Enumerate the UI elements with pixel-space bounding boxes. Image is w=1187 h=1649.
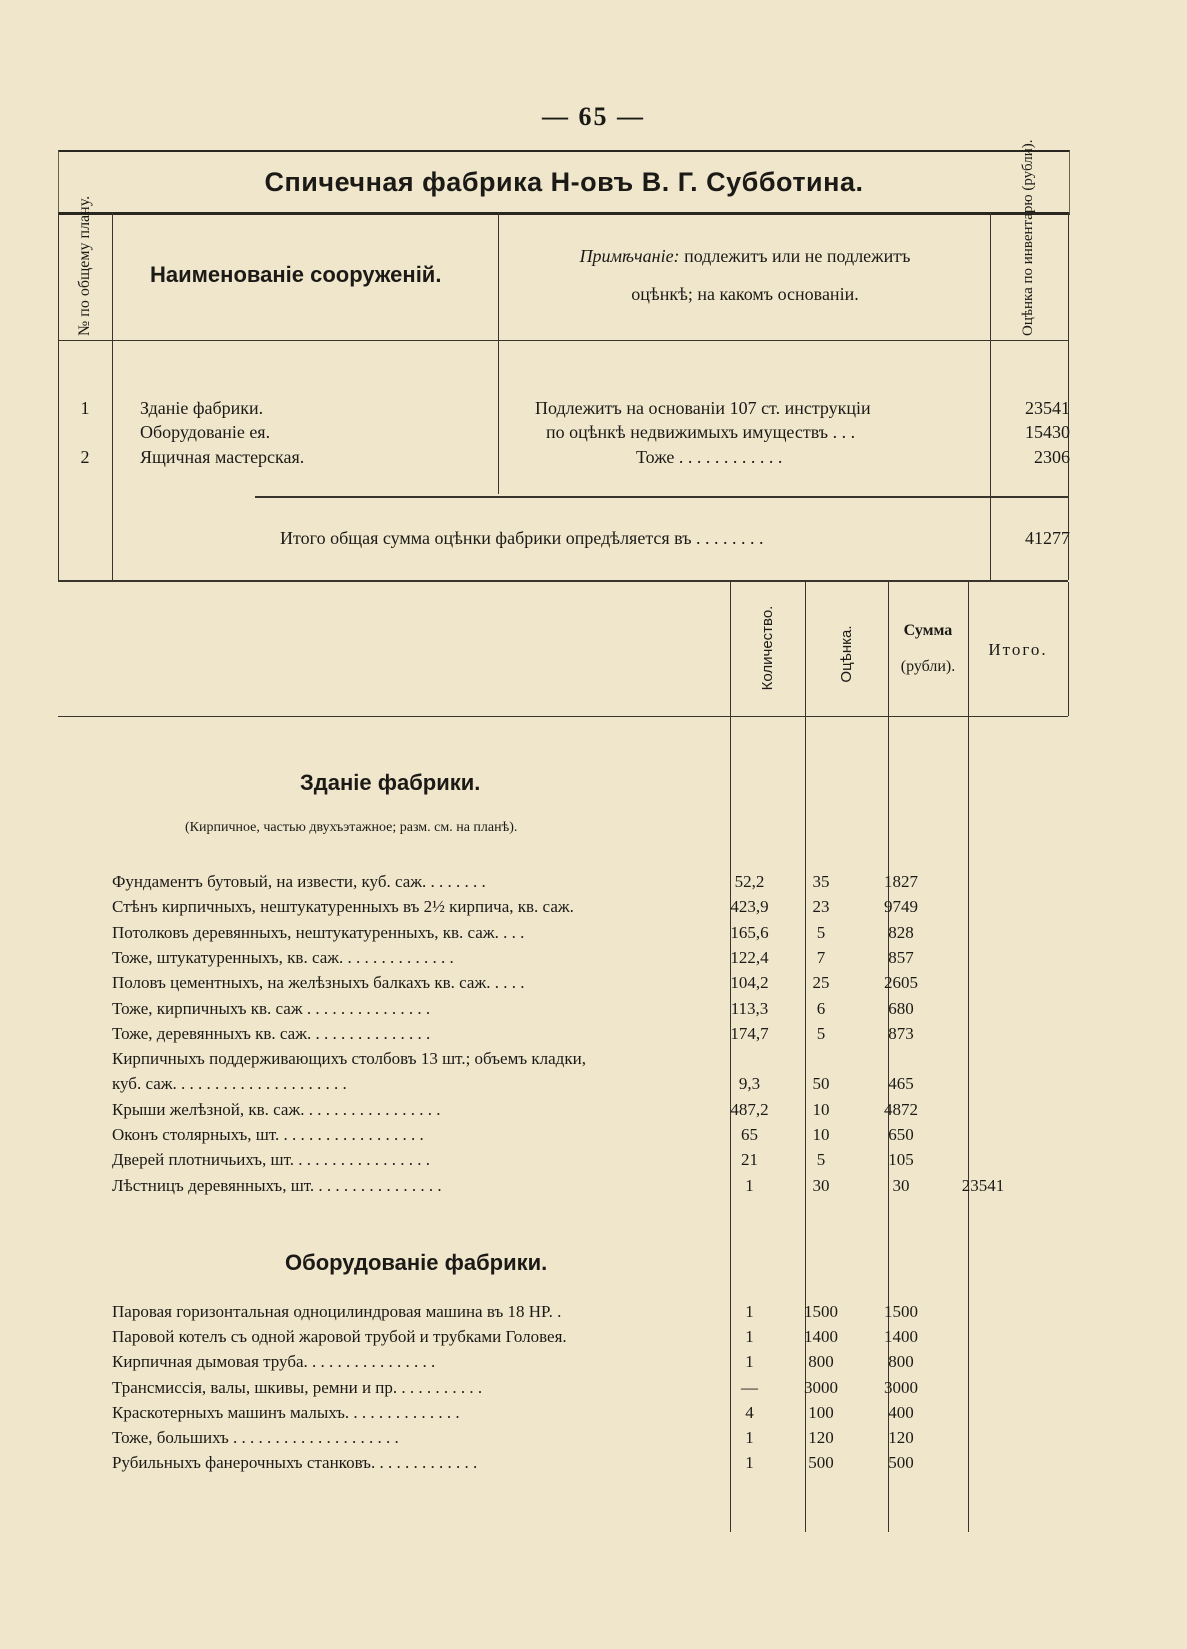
row-quantity: 423,9 [730,897,769,917]
row-sum: 30 [892,1175,910,1195]
row-sum: 2605 [884,973,918,993]
row-rate: 23 [812,897,830,917]
row-sum: 4872 [884,1099,918,1119]
row-label: Оконъ столярныхъ, шт. . . . . . . . . . . . . . . . . . [112,1125,424,1144]
row-rate: 120 [808,1428,834,1447]
row-rate: 100 [808,1402,834,1422]
row-label: Половъ цементныхъ, на желѣзныхъ балкахъ кв. саж. . . . . [112,973,525,993]
header-structure-name: Наименованіе сооруженій. [150,262,442,287]
row-2-note: по оцѣнкѣ недвижимыхъ имуществъ . . . [546,422,856,442]
row-rate: 1500 [804,1302,838,1321]
row-rate: 6 [816,998,826,1018]
table-row [112,1100,1102,1124]
row-label: Рубильныхъ фанерочныхъ станковъ. . . . . . . . . . . . . [112,1453,478,1473]
table-row [112,1403,1102,1427]
row-label: Паровой котелъ съ одной жаровой трубой и трубками Головея. [112,1327,567,1347]
table-row [112,872,1102,896]
row-1-note: Подлежитъ на основаніи 107 ст. инструкціи [535,398,871,418]
row-sum: 3000 [884,1377,918,1397]
row-sum: 1500 [884,1302,918,1321]
row-quantity: 1 [745,1327,754,1347]
row-label: Крыши желѣзной, кв. саж. . . . . . . . . . . . . . . . . [112,1099,441,1119]
row-quantity: 165,6 [730,922,769,942]
row-quantity: 1 [745,1352,754,1372]
row-sum: 680 [888,998,914,1018]
row-sum: 400 [888,1402,914,1422]
table-row [112,1428,1102,1452]
table-row [112,1049,1102,1073]
row-3-number: 2 [80,447,90,467]
row-quantity: 65 [741,1125,758,1144]
row-1-value: 23541 [1025,398,1070,418]
section-building-subtitle: (Кирпичное, частью двухъэтажное; разм. см. на планѣ). [185,820,518,835]
row-1-name: Зданіе фабрики. [140,398,264,418]
table-row [112,1024,1102,1048]
row-quantity: 9,3 [738,1074,761,1094]
header-rate: Оцѣнка. [838,625,855,683]
row-rate: 5 [816,922,826,942]
row-label: Кирпичныхъ поддерживающихъ столбовъ 13 шт.; объемъ кладки, [112,1049,586,1069]
table-row [112,1378,1102,1402]
table-row [112,948,1102,972]
table-row [112,1150,1102,1174]
header-total: Итого. [988,640,1048,659]
row-rate: 50 [812,1074,830,1094]
section-building-title: Зданіе фабрики. [300,770,481,795]
table-row [112,973,1102,997]
row-label: Тоже, большихъ . . . . . . . . . . . . . . . . . . . . [112,1428,399,1447]
row-rate: 10 [812,1099,830,1119]
row-sum: 800 [888,1352,914,1372]
row-sum: 873 [888,1023,914,1043]
row-sum: 500 [888,1453,914,1473]
row-sum: 105 [888,1150,914,1170]
header-sum-line1: Сумма [903,622,953,639]
row-sum: 120 [888,1428,914,1447]
row-label: Тоже, кирпичныхъ кв. саж . . . . . . . . . . . . . . . [112,998,431,1018]
total-label: Итого общая сумма оцѣнки фабрики опредѣляется въ . . . . . . . . [280,528,764,548]
row-2-value: 15430 [1025,422,1070,442]
page-number: — 65 — [542,102,645,131]
row-sum: 650 [888,1125,914,1144]
row-1-number: 1 [80,398,90,418]
row-label: Трансмиссія, валы, шкивы, ремни и пр. . . . . . . . . . . [112,1377,483,1397]
row-2-name: Оборудованіе ея. [140,422,271,442]
row-rate: 1400 [804,1327,838,1347]
document-title [58,150,1070,215]
row-label: куб. саж. . . . . . . . . . . . . . . . . . . . . [112,1074,347,1094]
row-label: Тоже, деревянныхъ кв. саж. . . . . . . . . . . . . . . [112,1023,431,1043]
table-row [112,923,1102,947]
row-quantity: 1 [745,1302,754,1321]
table-row [112,999,1102,1023]
row-quantity: 1 [745,1453,754,1473]
row-rate: 10 [812,1125,830,1144]
row-label: Потолковъ деревянныхъ, нештукатуренныхъ, кв. саж. . . . [112,922,525,942]
row-rate: 5 [816,1023,826,1043]
row-sum: 857 [888,947,914,967]
row-3-note: Тоже . . . . . . . . . . . . [636,447,783,467]
table-row [112,897,1102,921]
header-quantity: Количество. [759,605,776,691]
row-quantity: 487,2 [730,1099,769,1119]
table-row [112,1327,1102,1351]
row-sum: 1400 [884,1327,918,1347]
row-label: Кирпичная дымовая труба. . . . . . . . . . . . . . . . [112,1352,436,1372]
table-row [112,1176,1102,1200]
row-label: Паровая горизонтальная одноцилиндровая машина въ 18 HP. . [112,1302,562,1321]
row-rate: 35 [812,872,830,891]
header-note [505,246,985,267]
row-sum: 828 [888,922,914,942]
row-rate: 30 [812,1175,830,1195]
header-note-line2: оцѣнкѣ; на какомъ основаніи. [631,284,859,304]
row-label: Тоже, штукатуренныхъ, кв. саж. . . . . . . . . . . . . . [112,947,454,967]
row-quantity: 52,2 [734,872,765,891]
row-label: Стѣнъ кирпичныхъ, нештукатуренныхъ въ 2½ кирпича, кв. саж. [112,897,574,917]
row-sum: 9749 [884,897,918,917]
row-quantity: 4 [745,1402,754,1422]
row-rate: 5 [816,1150,826,1170]
row-3-name: Ящичная мастерская. [140,447,305,467]
row-quantity: 104,2 [730,973,769,993]
table-row [112,1125,1102,1149]
row-quantity: — [741,1377,758,1397]
row-quantity: 1 [745,1175,754,1195]
row-quantity: 1 [745,1428,754,1447]
row-3-value: 2306 [1034,447,1070,467]
row-sum: 465 [888,1074,914,1094]
header-valuation: Оцѣнка по инвентарю (рубли). [1020,139,1036,336]
row-label: Лѣстницъ деревянныхъ, шт. . . . . . . . . . . . . . . . [112,1175,442,1195]
row-rate: 3000 [804,1377,838,1397]
row-label: Фундаментъ бутовый, на извести, куб. саж. . . . . . . . [112,872,486,891]
row-sum: 1827 [884,872,918,891]
header-note-italic: Примѣчаніе: [579,246,680,266]
row-quantity: 122,4 [730,947,769,967]
table-row [112,1352,1102,1376]
header-note-rest: подлежитъ или не подлежитъ [684,246,911,266]
row-label: Дверей плотничьихъ, шт. . . . . . . . . . . . . . . . . [112,1150,430,1170]
total-value: 41277 [1025,528,1070,548]
row-rate: 25 [812,973,830,993]
table-row [112,1453,1102,1477]
section-equipment-title: Оборудованіе фабрики. [285,1250,548,1275]
row-total: 23541 [961,1175,1005,1195]
row-rate: 500 [808,1453,834,1473]
table-row [112,1074,1102,1098]
title-text: Спичечная фабрика Н-овъ В. Г. Субботина. [264,166,864,197]
header-plan-number: № по общему плану. [76,195,93,336]
row-quantity: 113,3 [730,998,769,1018]
row-label: Краскотерныхъ машинъ малыхъ. . . . . . . . . . . . . . [112,1402,460,1422]
header-sum-line2: (рубли). [900,658,956,675]
row-quantity: 21 [741,1150,758,1170]
table-row [112,1302,1102,1326]
row-rate: 7 [816,947,826,967]
row-quantity: 174,7 [730,1023,769,1043]
row-rate: 800 [808,1352,834,1372]
